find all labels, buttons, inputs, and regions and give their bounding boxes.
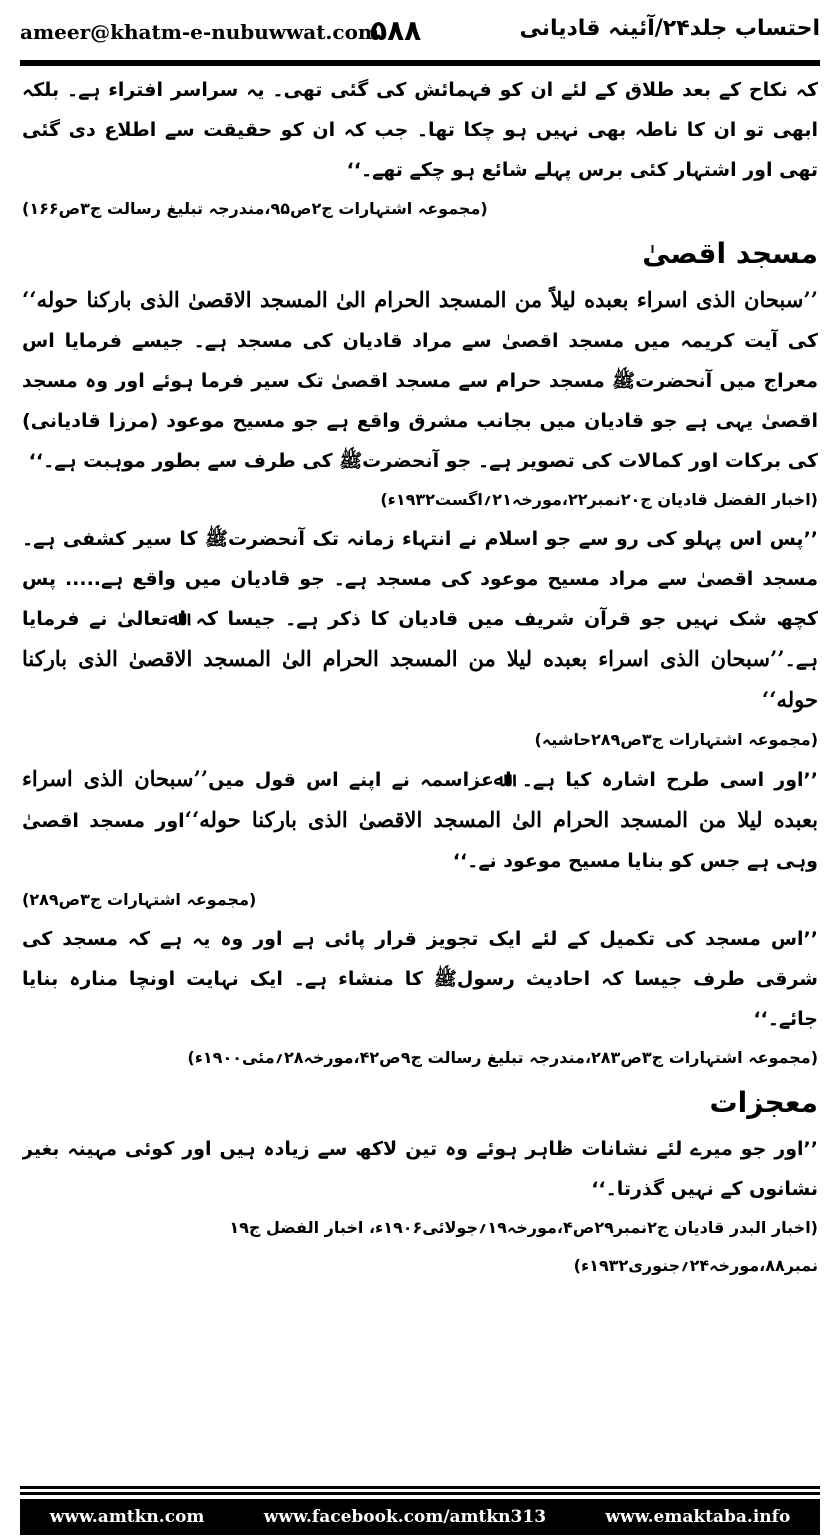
header-rule xyxy=(20,60,820,66)
quote-text: کی آیت کریمہ میں مسجد اقصیٰ سے مراد قادیان کی مسجد ہے۔ جیسے فرمایا اس معراج میں آنحضرتﷺ مسجد حرام سے مسجد اقصیٰ تک سیر فرما ہوئے اور وہ مسجد اقصیٰ یہی ہے جو قادیان میں بجانب مشرق واقع ہے جو مسیح موعود (مرزا قادیانی) کی برکات اور کمالات کی تصویر ہے۔ جو آنحضرتﷺ کی طرف سے بطور موہبت ہے۔‘‘ xyxy=(22,330,818,472)
arabic-quote: ’’سبحان الذی اسراء بعبده لیلاً من المسجد الحرام الیٰ المسجد الاقصیٰ الذی بارکنا حوله‘‘ xyxy=(22,287,818,312)
paragraph: کہ نکاح کے بعد طلاق کے لئے ان کو فہمائش کی گئی تھی۔ یہ سراسر افتراء ہے۔ بلکہ ابھی تو ان کا ناطہ بھی نہیں ہو چکا تھا۔ جب کہ ان کو حقیقت سے اطلاع دی گئی تھی اور اشتہار کئی برس پہلے شائع ہو چکے تھے۔‘‘ xyxy=(22,79,818,181)
arabic-quote: ’’سبحان الذی اسراء بعبده لیلا من المسجد الحرام الیٰ المسجد الاقصیٰ الذی بارکنا حوله‘‘ xyxy=(22,646,818,712)
footer-bar xyxy=(20,1499,820,1535)
reference: (اخبار البدر قادیان ج۲نمبر۲۹ص۴،مورخہ۱۹؍جولائی۱۹۰۶ء، اخبار الفضل ج۱۹ نمبر۸۸،مورخہ۲۴؍جنوری۱۹۳۲ء) xyxy=(229,1218,818,1275)
section-heading-mojizat: معجزات xyxy=(709,1086,818,1119)
header-email[interactable]: ameer@khatm-e-nubuwwat.com xyxy=(20,20,380,44)
footer-rule xyxy=(20,1492,820,1495)
quote-paragraph xyxy=(22,759,818,881)
footer-link-emaktaba[interactable]: www.emaktaba.info xyxy=(605,1507,791,1527)
section-heading-masjid-aqsa: مسجد اقصیٰ xyxy=(642,237,818,270)
reference: (مجموعہ اشتہارات ج۳ص۲۸۳،مندرجہ تبلیغ رسالت ج۹ص۴۲،مورخہ۲۸؍مئی۱۹۰۰ء) xyxy=(187,1048,818,1067)
page-number: ۵۸۸ xyxy=(370,14,422,47)
footer-link-facebook[interactable]: www.facebook.com/amtkn313 xyxy=(263,1507,547,1527)
quote-text: ’’اور اسی طرح اشارہ کیا ہے۔ اﷲعزاسمہ نے اپنے اس قول میں xyxy=(208,769,818,791)
arabic-quote: ’’سبحان الذی اسراء بعبده لیلا من المسجد الحرام الیٰ المسجد الاقصیٰ الذی بارکنا حوله‘‘ xyxy=(22,766,818,832)
footer-link-amtkn[interactable]: www.amtkn.com xyxy=(49,1507,205,1527)
reference: (اخبار الفضل قادیان ج۲۰نمبر۲۲،مورخہ۲۱؍اگست۱۹۳۲ء) xyxy=(380,490,818,509)
quote-paragraph: ’’اور جو میرے لئے نشانات ظاہر ہوئے وہ تین لاکھ سے زیادہ ہیں اور کوئی مہینہ بغیر نشانوں کے نہیں گذرتا۔‘‘ xyxy=(22,1138,818,1200)
quote-paragraph xyxy=(22,519,818,721)
quote-text: اور مسجد اقصیٰ وہی ہے جس کو بنایا مسیح موعود نے۔‘‘ xyxy=(22,810,818,872)
reference: (مجموعہ اشتہارات ج۳ص۲۸۹) xyxy=(22,890,257,909)
page-content xyxy=(22,70,818,1480)
quote-paragraph: ’’اس مسجد کی تکمیل کے لئے ایک تجویز قرار پائی ہے اور وہ یہ ہے کہ مسجد کی شرقی طرف جیسا کہ احادیث رسولﷺ کا منشاء ہے۔ ایک نہایت اونچا منارہ بنایا جائے۔‘‘ xyxy=(22,928,818,1030)
reference: (مجموعہ اشتہارات ج۳ص۲۸۹حاشیہ) xyxy=(534,730,818,749)
footer-rule xyxy=(20,1486,820,1489)
reference: (مجموعہ اشتہارات ج۲ص۹۵،مندرجہ تبلیغ رسالت ج۳ص۱۶۶) xyxy=(22,199,488,218)
book-title: احتساب جلد۲۴/آئینہ قادیانی xyxy=(519,16,820,41)
quote-text: ’’پس اس پہلو کی رو سے جو اسلام نے انتہاء زمانہ تک آنحضرتﷺ کا سیر کشفی ہے۔ مسجد اقصیٰ سے مراد مسیح موعود کی مسجد ہے۔ جو قادیان میں واقع ہے..... پس کچھ شک نہیں جو قرآن شریف میں قادیان کا ذکر ہے۔ جیسا کہ اﷲتعالیٰ نے فرمایا ہے۔ xyxy=(22,528,818,671)
page-header xyxy=(20,14,820,56)
quote-paragraph xyxy=(22,280,818,481)
